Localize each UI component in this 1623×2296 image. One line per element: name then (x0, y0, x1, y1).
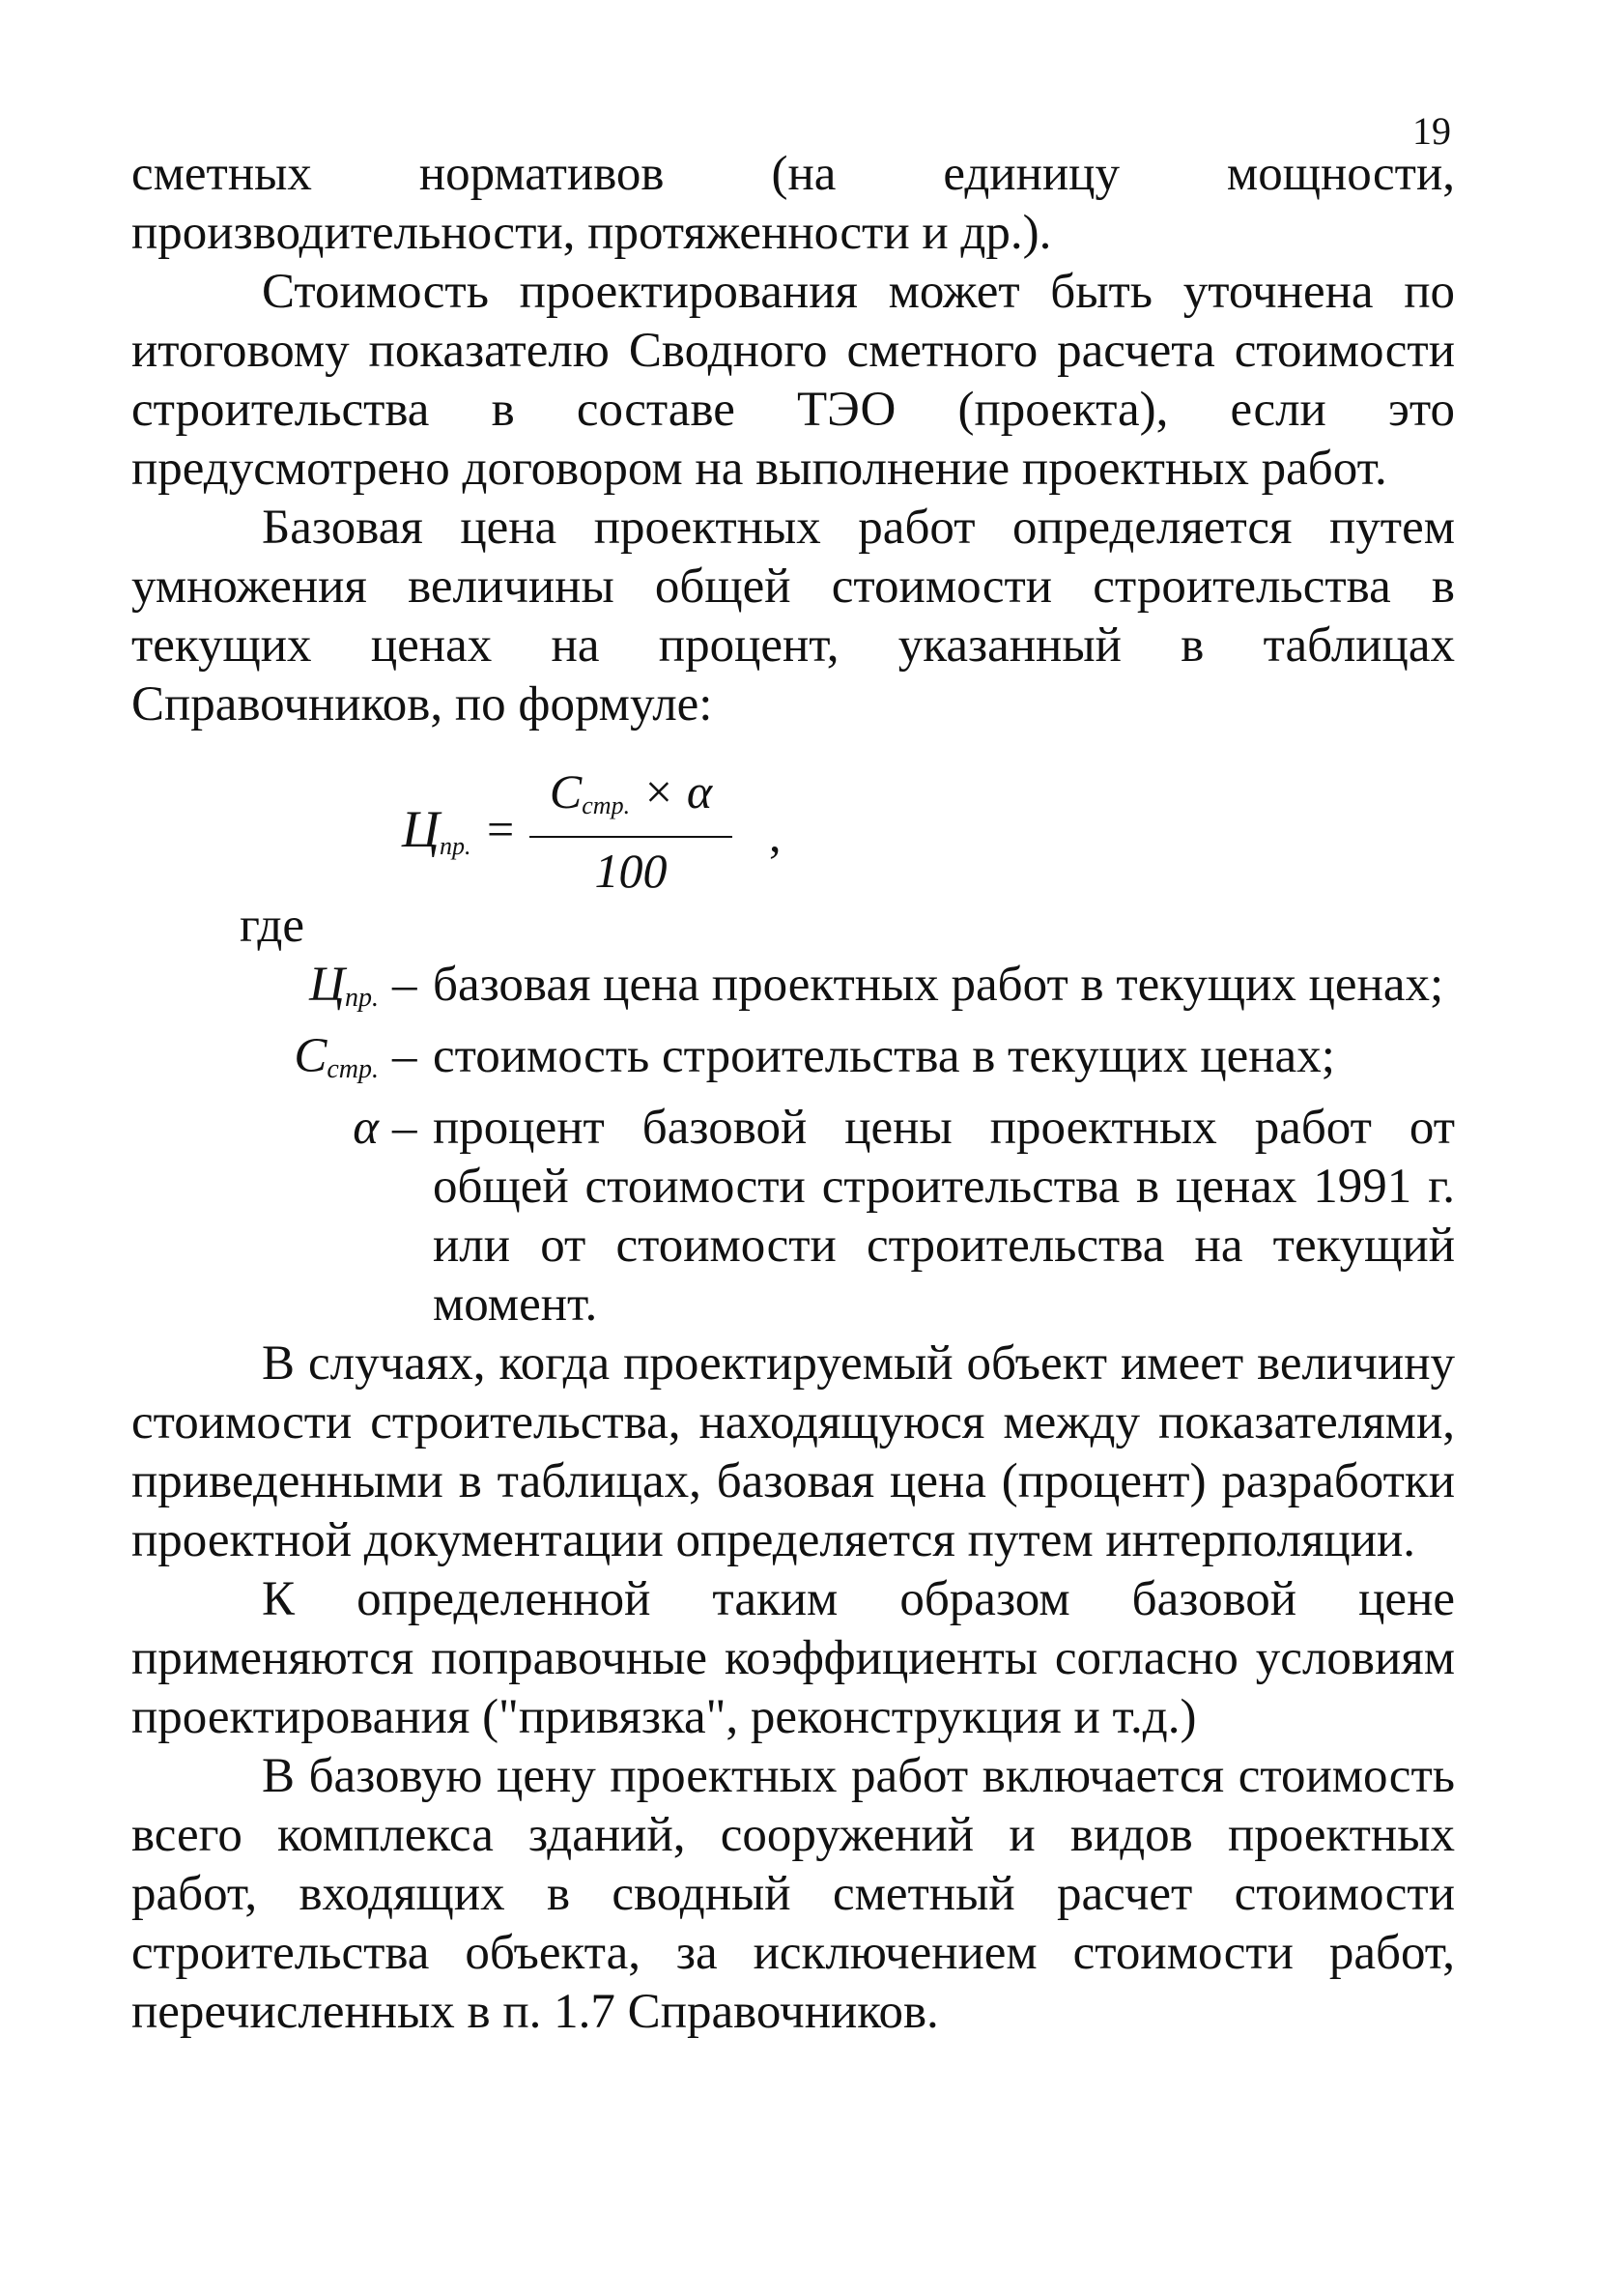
definition-dash: – (392, 958, 417, 1012)
definition-symbol: $С_{стр.}$ (294, 1029, 379, 1084)
definition-dash: – (392, 1029, 417, 1083)
formula-block (131, 763, 1455, 898)
definition-symbol: α (353, 1101, 379, 1155)
paragraph-design-cost: Стоимость проектирования может быть уточнена по итоговому показателю Сводного сметного расчета стоимости строительства в составе ТЭО (проекта), если это предусмотрено договором на выполнение проектных работ. (131, 265, 1455, 496)
page-number: 19 (1412, 109, 1451, 153)
where-label: где (240, 899, 304, 953)
formula-denominator: 100 (594, 844, 668, 898)
definition-item (131, 1027, 1455, 1099)
paragraph-scope: В базовую цену проектных работ включается стоимость всего комплекса зданий, сооружений и видов проектных работ, входящих в сводный сметный расчет стоимости строительства объекта, за исключением стоимости работ, перечисленных в п. 1.7 Справочников. (131, 1749, 1455, 2039)
paragraph-continuation: сметных нормативов (на единицу мощности, производительности, протяженности и др.). (131, 147, 1455, 260)
paragraph-base-price: Базовая цена проектных работ определяется путем умножения величины общей стоимости строительства в текущих ценах на процент, указанный в таблицах Справочников, по формуле: (131, 501, 1455, 732)
paragraph-interpolation: В случаях, когда проектируемый объект имеет величину стоимости строительства, находящуюся между показателями, приведенными в таблицах, базовая цена (процент) разработки проектной документации определяется путем интерполяции. (131, 1336, 1455, 1567)
paragraph-coefficients: К определенной таким образом базовой цене применяются поправочные коэффициенты согласно условиям проектирования ("привязка", реконструкция и т.д.) (131, 1572, 1455, 1744)
definition-text: стоимость строительства в текущих ценах; (433, 1029, 1335, 1083)
formula-lhs: $Ц_{пр.}$ (402, 800, 471, 860)
definition-item (131, 956, 1455, 1027)
page-body (131, 145, 1455, 2042)
definition-dash: – (392, 1101, 417, 1155)
definition-symbol: $Ц_{пр.}$ (309, 958, 379, 1013)
definition-text: процент базовой цены проектных работ от общей стоимости строительства в ценах 1991 г. или от стоимости строительства на текущий момент. (433, 1101, 1455, 1332)
formula-comma: , (769, 808, 782, 862)
formula-numerator: $С_{стр.} \times \alpha$ (529, 763, 732, 838)
formula-fraction (529, 763, 732, 900)
definition-item (131, 1099, 1455, 1335)
formula-equals: = (487, 802, 515, 856)
formula (402, 763, 866, 898)
definition-text: базовая цена проектных работ в текущих ценах; (433, 958, 1444, 1012)
